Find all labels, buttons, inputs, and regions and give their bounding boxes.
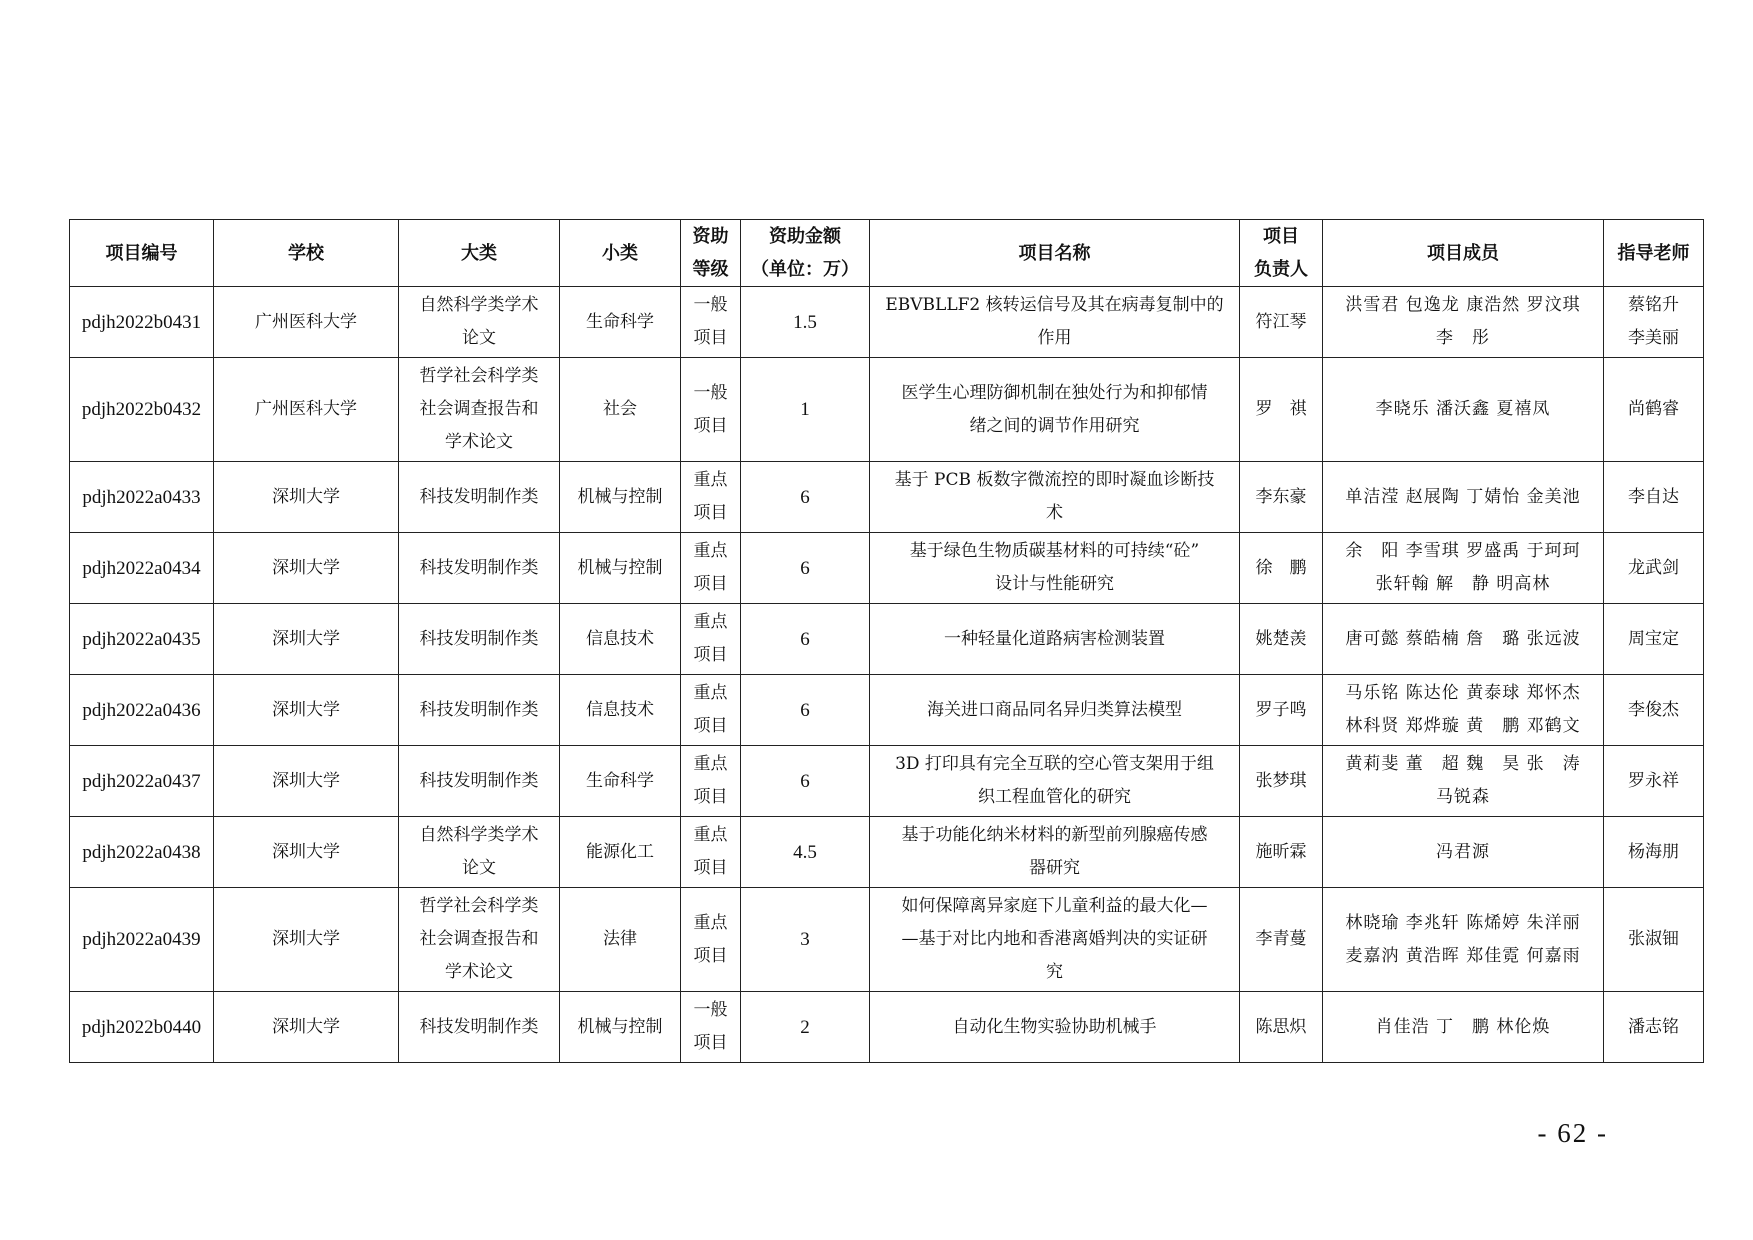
cell-category — [399, 462, 560, 533]
cell-category — [399, 746, 560, 817]
cell-category — [399, 817, 560, 888]
cell-members — [1323, 992, 1604, 1063]
cell-grade — [681, 746, 741, 817]
cell-category-line: 社会调查报告和 — [419, 399, 539, 419]
cell-leader: 罗 祺 — [1240, 358, 1323, 462]
cell-advisor — [1604, 675, 1704, 746]
cell-subcategory: 生命科学 — [560, 746, 681, 817]
cell-leader: 李东豪 — [1240, 462, 1323, 533]
cell-project-name-line: 基于功能化纳米材料的新型前列腺癌传感 — [901, 825, 1208, 845]
header-leader-line: 负责人 — [1254, 259, 1308, 280]
cell-advisor-line: 李自达 — [1628, 486, 1679, 507]
cell-grade-line: 项目 — [693, 716, 728, 736]
cell-members-line: 洪雪君 包逸龙 康浩然 罗汶琪 — [1345, 295, 1581, 315]
cell-leader: 张梦琪 — [1240, 746, 1323, 817]
cell-subcategory: 法律 — [560, 888, 681, 992]
cell-grade-line: 项目 — [693, 1033, 728, 1053]
cell-advisor — [1604, 746, 1704, 817]
cell-category-line: 论文 — [462, 858, 496, 878]
cell-category-line: 科技发明制作类 — [419, 699, 539, 720]
cell-project-name-line: 如何保障离异家庭下儿童利益的最大化— — [901, 896, 1208, 916]
cell-advisor — [1604, 817, 1704, 888]
cell-school: 广州医科大学 — [214, 358, 399, 462]
table-row — [70, 533, 1704, 604]
cell-members-line: 李 彤 — [1436, 328, 1490, 348]
cell-id: pdjh2022a0434 — [70, 533, 214, 604]
cell-category — [399, 888, 560, 992]
cell-amount: 2 — [741, 992, 870, 1063]
cell-project-name-line: 作用 — [1037, 328, 1072, 348]
cell-id: pdjh2022a0436 — [70, 675, 214, 746]
cell-project-name-line: 绪之间的调节作用研究 — [969, 415, 1140, 436]
cell-category-line: 学术论文 — [445, 962, 513, 982]
cell-advisor-line: 张淑钿 — [1628, 929, 1679, 949]
cell-subcategory: 机械与控制 — [560, 462, 681, 533]
cell-members — [1323, 817, 1604, 888]
header-subcategory: 小类 — [560, 220, 681, 287]
cell-advisor — [1604, 992, 1704, 1063]
cell-id: pdjh2022a0433 — [70, 462, 214, 533]
cell-grade-line: 重点 — [693, 612, 728, 632]
cell-category — [399, 604, 560, 675]
cell-advisor — [1604, 533, 1704, 604]
cell-id: pdjh2022a0439 — [70, 888, 214, 992]
cell-members-line: 张轩翰 解 静 明高林 — [1375, 574, 1551, 594]
header-amount — [741, 220, 870, 287]
cell-project-name-line: 器研究 — [1029, 858, 1080, 878]
cell-advisor — [1604, 287, 1704, 358]
cell-members-line: 余 阳 李雪琪 罗盛禹 于珂珂 — [1345, 541, 1581, 561]
cell-leader: 罗子鸣 — [1240, 675, 1323, 746]
header-leader-line: 项目 — [1263, 226, 1299, 247]
cell-project-name-line: 究 — [1046, 962, 1063, 982]
table-row — [70, 462, 1704, 533]
cell-grade — [681, 675, 741, 746]
cell-grade-line: 项目 — [693, 415, 728, 436]
cell-category-line: 自然科学类学术 — [419, 295, 539, 315]
cell-category — [399, 675, 560, 746]
cell-grade — [681, 888, 741, 992]
cell-advisor — [1604, 604, 1704, 675]
cell-school: 深圳大学 — [214, 817, 399, 888]
cell-school: 深圳大学 — [214, 533, 399, 604]
cell-project-name-line: 基于 PCB 板数字微流控的即时凝血诊断技 — [894, 470, 1215, 490]
cell-subcategory: 社会 — [560, 358, 681, 462]
header-amount-line: （单位：万） — [751, 259, 859, 280]
cell-advisor-line: 杨海朋 — [1628, 841, 1679, 862]
cell-subcategory: 能源化工 — [560, 817, 681, 888]
cell-grade-line: 项目 — [693, 574, 728, 594]
cell-project-name-line: 医学生心理防御机制在独处行为和抑郁情 — [901, 382, 1208, 403]
cell-project-name-line: 海关进口商品同名异归类算法模型 — [927, 699, 1182, 720]
table-row — [70, 888, 1704, 992]
cell-project-name — [870, 604, 1240, 675]
cell-grade — [681, 604, 741, 675]
cell-grade — [681, 992, 741, 1063]
cell-members-line: 单洁滢 赵展陶 丁婧怡 金美池 — [1345, 486, 1581, 507]
cell-school: 深圳大学 — [214, 746, 399, 817]
cell-category — [399, 358, 560, 462]
cell-category-line: 科技发明制作类 — [419, 770, 539, 791]
cell-grade-line: 一般 — [693, 1000, 728, 1020]
cell-advisor — [1604, 358, 1704, 462]
table-row — [70, 817, 1704, 888]
cell-grade-line: 项目 — [693, 858, 728, 878]
cell-subcategory: 机械与控制 — [560, 533, 681, 604]
cell-grade — [681, 817, 741, 888]
cell-category-line: 论文 — [462, 328, 496, 348]
cell-subcategory: 生命科学 — [560, 287, 681, 358]
cell-project-name — [870, 746, 1240, 817]
cell-amount: 3 — [741, 888, 870, 992]
cell-advisor-line: 罗永祥 — [1628, 770, 1679, 791]
cell-grade — [681, 287, 741, 358]
header-school: 学校 — [214, 220, 399, 287]
table-row — [70, 675, 1704, 746]
table-row — [70, 287, 1704, 358]
header-grade — [681, 220, 741, 287]
cell-advisor-line: 周宝定 — [1628, 628, 1679, 649]
cell-leader: 施昕霖 — [1240, 817, 1323, 888]
table-body — [70, 287, 1704, 1063]
cell-category-line: 自然科学类学术 — [419, 825, 539, 845]
cell-members — [1323, 746, 1604, 817]
cell-id: pdjh2022a0435 — [70, 604, 214, 675]
cell-id: pdjh2022b0431 — [70, 287, 214, 358]
cell-project-name — [870, 888, 1240, 992]
cell-project-name-line: 设计与性能研究 — [995, 574, 1114, 594]
cell-members-line: 马锐森 — [1436, 787, 1490, 807]
cell-grade-line: 重点 — [693, 754, 728, 774]
cell-advisor-line: 龙武剑 — [1628, 557, 1679, 578]
cell-project-name-line: 一种轻量化道路病害检测装置 — [944, 628, 1165, 649]
header-amount-line: 资助金额 — [769, 226, 841, 247]
cell-leader: 陈思炽 — [1240, 992, 1323, 1063]
cell-advisor-line: 李俊杰 — [1628, 699, 1679, 720]
cell-subcategory: 机械与控制 — [560, 992, 681, 1063]
cell-school: 深圳大学 — [214, 604, 399, 675]
cell-grade-line: 重点 — [693, 470, 728, 490]
cell-project-name — [870, 462, 1240, 533]
table-row — [70, 992, 1704, 1063]
cell-amount: 6 — [741, 604, 870, 675]
cell-grade-line: 项目 — [693, 645, 728, 665]
cell-school: 深圳大学 — [214, 462, 399, 533]
cell-grade-line: 重点 — [693, 541, 728, 561]
cell-school: 深圳大学 — [214, 675, 399, 746]
page-number: - 62 - — [1537, 1118, 1608, 1148]
cell-advisor-line: 蔡铭升 — [1628, 295, 1679, 315]
cell-members — [1323, 287, 1604, 358]
cell-amount: 6 — [741, 533, 870, 604]
cell-id: pdjh2022b0440 — [70, 992, 214, 1063]
cell-advisor — [1604, 462, 1704, 533]
cell-members — [1323, 358, 1604, 462]
cell-id: pdjh2022a0437 — [70, 746, 214, 817]
cell-project-name — [870, 533, 1240, 604]
cell-category-line: 科技发明制作类 — [419, 628, 539, 649]
header-id: 项目编号 — [70, 220, 214, 287]
cell-members — [1323, 604, 1604, 675]
cell-project-name — [870, 287, 1240, 358]
cell-grade-line: 项目 — [693, 945, 728, 966]
cell-category-line: 学术论文 — [445, 432, 513, 452]
cell-school: 深圳大学 — [214, 888, 399, 992]
cell-members-line: 马乐铭 陈达伦 黄泰球 郑怀杰 — [1345, 683, 1581, 703]
cell-members-line: 李晓乐 潘沃鑫 夏禧凤 — [1375, 399, 1551, 419]
cell-project-name-line: 自动化生物实验协助机械手 — [952, 1016, 1157, 1037]
cell-project-name-line: 织工程血管化的研究 — [978, 787, 1131, 807]
cell-grade-line: 重点 — [693, 683, 728, 703]
cell-amount: 1.5 — [741, 287, 870, 358]
header-advisor: 指导老师 — [1604, 220, 1704, 287]
cell-leader: 李青蔓 — [1240, 888, 1323, 992]
funding-table — [69, 219, 1704, 1063]
cell-project-name-line: —基于对比内地和香港离婚判决的实证研 — [901, 929, 1208, 949]
table-row — [70, 604, 1704, 675]
cell-grade — [681, 462, 741, 533]
cell-amount: 1 — [741, 358, 870, 462]
header-name: 项目名称 — [870, 220, 1240, 287]
cell-category-line: 科技发明制作类 — [419, 1016, 539, 1037]
cell-school: 深圳大学 — [214, 992, 399, 1063]
cell-advisor-line: 李美丽 — [1628, 328, 1679, 348]
header-row — [70, 220, 1704, 287]
cell-amount: 6 — [741, 675, 870, 746]
cell-project-name-line: EBVBLLF2 核转运信号及其在病毒复制中的 — [885, 295, 1224, 315]
cell-members-line: 林晓瑜 李兆轩 陈烯婷 朱洋丽 — [1345, 912, 1581, 933]
cell-category-line: 哲学社会科学类 — [419, 896, 539, 916]
cell-grade-line: 项目 — [693, 328, 728, 348]
cell-leader: 姚楚羡 — [1240, 604, 1323, 675]
cell-school: 广州医科大学 — [214, 287, 399, 358]
cell-grade-line: 项目 — [693, 787, 728, 807]
header-category: 大类 — [399, 220, 560, 287]
cell-grade-line: 一般 — [693, 295, 728, 315]
cell-project-name — [870, 675, 1240, 746]
cell-project-name-line: 术 — [1046, 503, 1063, 523]
cell-category-line: 哲学社会科学类 — [419, 366, 539, 386]
cell-id: pdjh2022a0438 — [70, 817, 214, 888]
cell-amount: 4.5 — [741, 817, 870, 888]
cell-grade-line: 重点 — [693, 825, 728, 845]
cell-leader: 符江琴 — [1240, 287, 1323, 358]
cell-project-name-line: 基于绿色生物质碳基材料的可持续“砼” — [909, 541, 1200, 561]
cell-members — [1323, 675, 1604, 746]
cell-grade — [681, 533, 741, 604]
cell-grade-line: 项目 — [693, 503, 728, 523]
cell-members-line: 唐可懿 蔡皓楠 詹 璐 张远波 — [1345, 628, 1581, 649]
cell-grade-line: 一般 — [693, 382, 728, 403]
cell-project-name — [870, 817, 1240, 888]
cell-grade-line: 重点 — [693, 912, 728, 933]
cell-advisor-line: 尚鹤睿 — [1628, 399, 1679, 419]
cell-members-line: 冯君源 — [1436, 841, 1490, 862]
cell-category — [399, 992, 560, 1063]
cell-category — [399, 287, 560, 358]
cell-amount: 6 — [741, 746, 870, 817]
table-row — [70, 358, 1704, 462]
cell-category — [399, 533, 560, 604]
cell-members-line: 麦嘉汭 黄浩晖 郑佳霓 何嘉雨 — [1345, 945, 1581, 966]
cell-members-line: 肖佳浩 丁 鹏 林伦焕 — [1375, 1016, 1551, 1037]
cell-amount: 6 — [741, 462, 870, 533]
header-grade-line: 资助 — [692, 226, 729, 247]
cell-advisor-line: 潘志铭 — [1628, 1016, 1679, 1037]
cell-members-line: 林科贤 郑烨璇 黄 鹏 邓鹤文 — [1345, 716, 1581, 736]
header-grade-line: 等级 — [692, 259, 729, 280]
header-leader — [1240, 220, 1323, 287]
cell-members — [1323, 462, 1604, 533]
cell-members — [1323, 533, 1604, 604]
cell-project-name-line: 3D 打印具有完全互联的空心管支架用于组 — [895, 754, 1214, 774]
cell-category-line: 科技发明制作类 — [419, 557, 539, 578]
cell-category-line: 社会调查报告和 — [419, 929, 539, 949]
cell-subcategory: 信息技术 — [560, 604, 681, 675]
header-members: 项目成员 — [1323, 220, 1604, 287]
cell-grade — [681, 358, 741, 462]
cell-subcategory: 信息技术 — [560, 675, 681, 746]
cell-category-line: 科技发明制作类 — [419, 486, 539, 507]
cell-project-name — [870, 992, 1240, 1063]
cell-id: pdjh2022b0432 — [70, 358, 214, 462]
cell-members-line: 黄莉斐 董 超 魏 昊 张 涛 — [1345, 754, 1581, 774]
cell-leader: 徐 鹏 — [1240, 533, 1323, 604]
table-row — [70, 746, 1704, 817]
cell-advisor — [1604, 888, 1704, 992]
cell-project-name — [870, 358, 1240, 462]
cell-members — [1323, 888, 1604, 992]
